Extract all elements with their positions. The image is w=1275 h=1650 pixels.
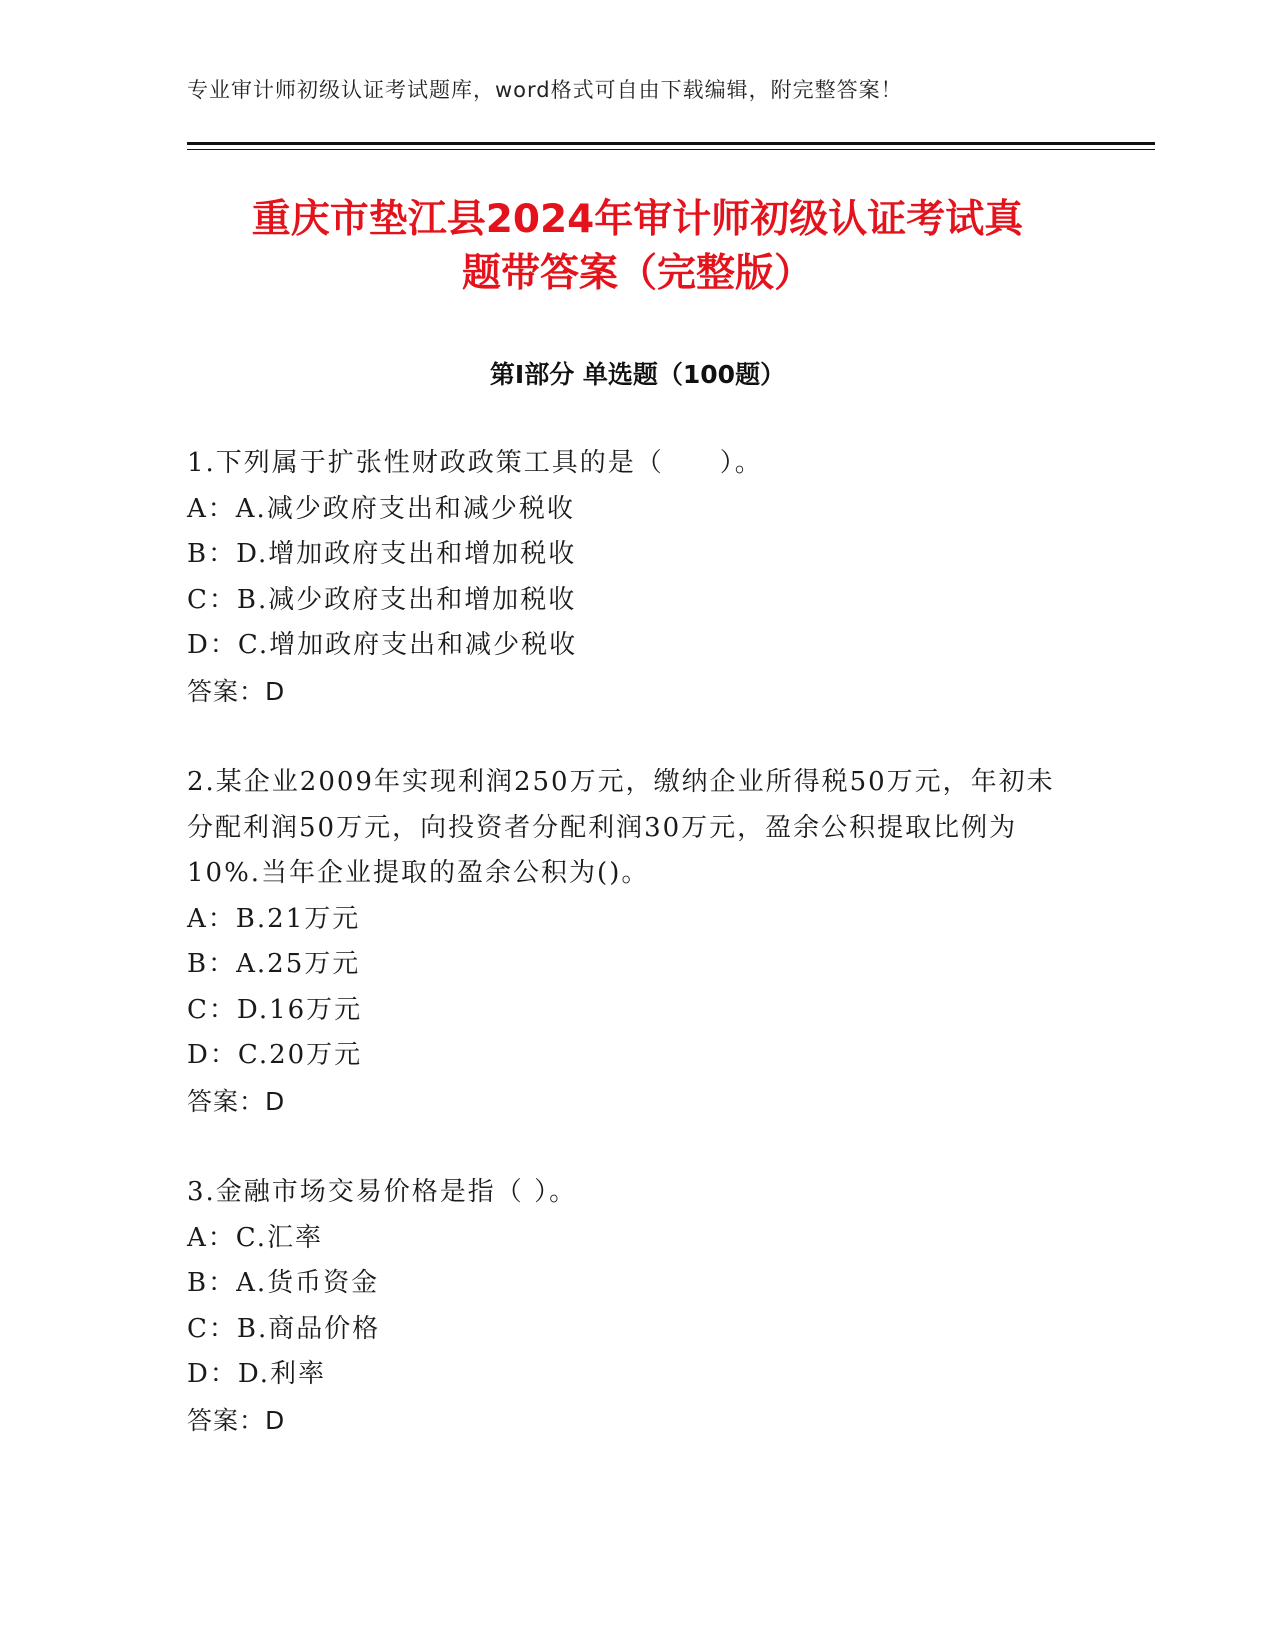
answer: 答案：D [187, 1405, 286, 1435]
header-note: 专业审计师初级认证考试题库，word格式可自由下载编辑，附完整答案！ [187, 78, 903, 102]
answer: 答案：D [187, 676, 286, 706]
option-a: A：B.21万元 [187, 903, 361, 934]
document-title-line-1: 重庆市垫江县2024年审计师初级认证考试真 [251, 197, 1024, 242]
question-3 [187, 1170, 1087, 1443]
option-d: D：C.20万元 [187, 1040, 363, 1070]
option-c: C：B.商品价格 [187, 1313, 381, 1344]
option-c: C：B.减少政府支出和增加税收 [187, 584, 577, 615]
answer: 答案：D [187, 1086, 286, 1116]
header-rule-thick [187, 142, 1155, 145]
question-2 [187, 760, 1087, 1124]
section-title: 第Ⅰ部分 单选题（100题） [489, 360, 786, 389]
header-rule-thin [187, 149, 1155, 150]
option-d: D：D.利率 [187, 1359, 327, 1389]
option-a: A：A.减少政府支出和减少税收 [187, 493, 575, 524]
document-title [180, 193, 1095, 301]
question-stem: 2.某企业2009年实现利润250万元，缴纳企业所得税50万元，年初未分配利润50万元，向投资者分配利润30万元，盈余公积提取比例为10%.当年企业提取的盈余公积为()。 [187, 767, 1055, 888]
question-1 [187, 441, 1087, 714]
option-c: C：D.16万元 [187, 994, 363, 1025]
document-title-line-2: 题带答案（完整版） [461, 251, 813, 296]
option-d: D：C.增加政府支出和减少税收 [187, 630, 578, 660]
option-b: B：A.25万元 [187, 949, 361, 979]
question-stem: 1.下列属于扩张性财政政策工具的是（ ）。 [187, 448, 763, 478]
option-a: A：C.汇率 [187, 1222, 324, 1253]
option-b: B：A.货币资金 [187, 1268, 380, 1298]
option-b: B：D.增加政府支出和增加税收 [187, 539, 577, 569]
question-stem: 3.金融市场交易价格是指（ ）。 [187, 1177, 578, 1207]
question-list [187, 441, 1087, 1443]
